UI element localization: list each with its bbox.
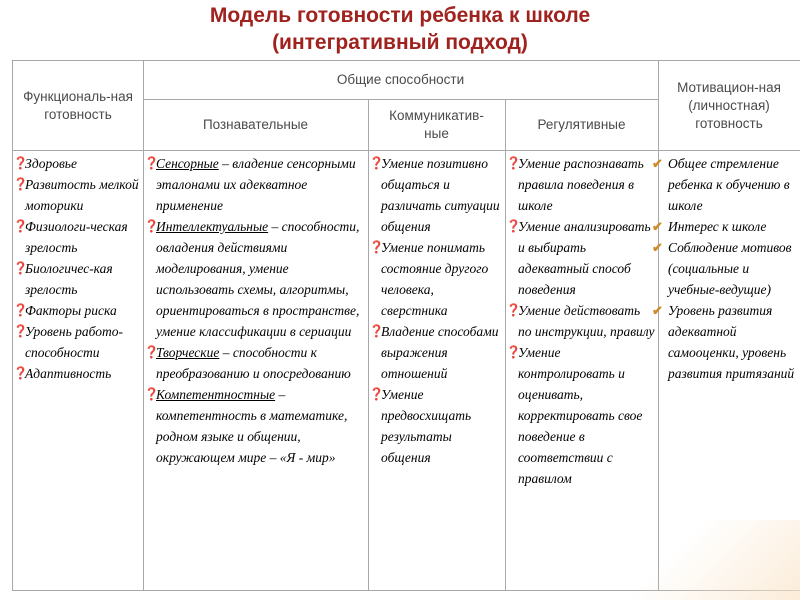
list-item: ❓ Умение действовать по инструкции, правилу (506, 300, 656, 342)
bullet-icon: ❓ (13, 156, 28, 170)
bullet-icon: ❓ (144, 156, 159, 170)
table-top-border (12, 60, 800, 61)
communicative-list (369, 153, 503, 468)
title-line-2: (интегративный подход) (272, 31, 528, 54)
checkmark-icon: ✔ (652, 303, 663, 318)
list-item: ❓ Физиологи-ческая зрелость (13, 216, 141, 258)
bullet-icon: ❓ (506, 219, 521, 233)
bullet-icon: ❓ (13, 366, 28, 380)
motivational-list (652, 153, 798, 384)
functional-list (13, 153, 141, 384)
bullet-icon: ❓ (369, 324, 384, 338)
bullet-icon: ❓ (506, 303, 521, 317)
bullet-icon: ❓ (13, 324, 28, 338)
bullet-icon: ❓ (506, 345, 521, 359)
list-item: ❓ Умение понимать состояние другого человека, сверстника (369, 237, 503, 321)
list-item: ❓ Биологичес-кая зрелость (13, 258, 141, 300)
header-motivational: Мотивацион-ная (личностная) готовность (677, 79, 781, 131)
list-item: ❓ Сенсорные – владение сенсорными эталонами их адекватное применение (144, 153, 366, 216)
list-item: ✔ Соблюдение мотивов (социальные и учебные-ведущие) (652, 237, 798, 300)
list-item: ❓ Уровень работо-способности (13, 321, 141, 363)
list-item: ❓ Умение анализировать и выбирать адекватный способ поведения (506, 216, 656, 300)
header-communicative: Коммуникатив-ные (389, 107, 484, 141)
list-item: ❓ Умение распознавать правила поведения в школе (506, 153, 656, 216)
list-item: ✔ Уровень развития адекватной самооценки, уровень развития притязаний (652, 300, 798, 384)
list-item: ❓ Владение способами выражения отношений (369, 321, 503, 384)
bullet-icon: ❓ (369, 240, 384, 254)
checkmark-icon: ✔ (652, 156, 663, 171)
bullet-icon: ❓ (13, 177, 28, 191)
list-item: ❓ Развитость мелкой моторики (13, 174, 141, 216)
checkmark-icon: ✔ (652, 240, 663, 255)
regulatory-list (506, 153, 656, 489)
bullet-icon: ❓ (13, 303, 28, 317)
bullet-icon: ❓ (144, 387, 159, 401)
bullet-icon: ❓ (144, 345, 159, 359)
checkmark-icon: ✔ (652, 219, 663, 234)
bullet-icon: ❓ (369, 387, 384, 401)
list-item: ❓ Умение позитивно общаться и различать ситуации общения (369, 153, 503, 237)
header-functional: Функциональ-ная готовность (23, 88, 133, 122)
list-item: ❓ Творческие – способности к преобразованию и опосредованию (144, 342, 366, 384)
header-general-abilities: Общие способности (336, 72, 465, 87)
bullet-icon: ❓ (506, 156, 521, 170)
list-item: ✔ Общее стремление ребенка к обучению в школе (652, 153, 798, 216)
bullet-icon: ❓ (144, 219, 159, 233)
bullet-icon: ❓ (13, 261, 28, 275)
list-item: ❓ Здоровье (13, 153, 141, 174)
list-item: ❓ Умение предвосхищать результаты общения (369, 384, 503, 468)
list-item: ❓ Умение контролировать и оценивать, корректировать свое поведение в соответствии с правилом (506, 342, 656, 489)
list-item: ❓ Факторы риска (13, 300, 141, 321)
header-bottom-border (12, 150, 800, 151)
slide-title (0, 2, 800, 56)
bullet-icon: ❓ (369, 156, 384, 170)
list-item: ❓ Интеллектуальные – способности, овладения действиями моделирования, умение использовать схемы, алгоритмы, ориентироваться в пространстве, умение классификации в сериации (144, 216, 366, 342)
list-item: ❓ Адаптивность (13, 363, 141, 384)
list-item: ❓ Компетентностные – компетентность в математике, родном языке и общении, окружающем мире – «Я - мир» (144, 384, 366, 468)
decorative-corner-gradient (630, 520, 800, 600)
bullet-icon: ❓ (13, 219, 28, 233)
header-regulatory: Регулятивные (537, 116, 626, 132)
list-item: ✔ Интерес к школе (652, 216, 798, 237)
cognitive-list (144, 153, 366, 468)
header-cognitive: Познавательные (202, 116, 309, 132)
title-line-1: Модель готовности ребенка к школе (209, 4, 591, 27)
